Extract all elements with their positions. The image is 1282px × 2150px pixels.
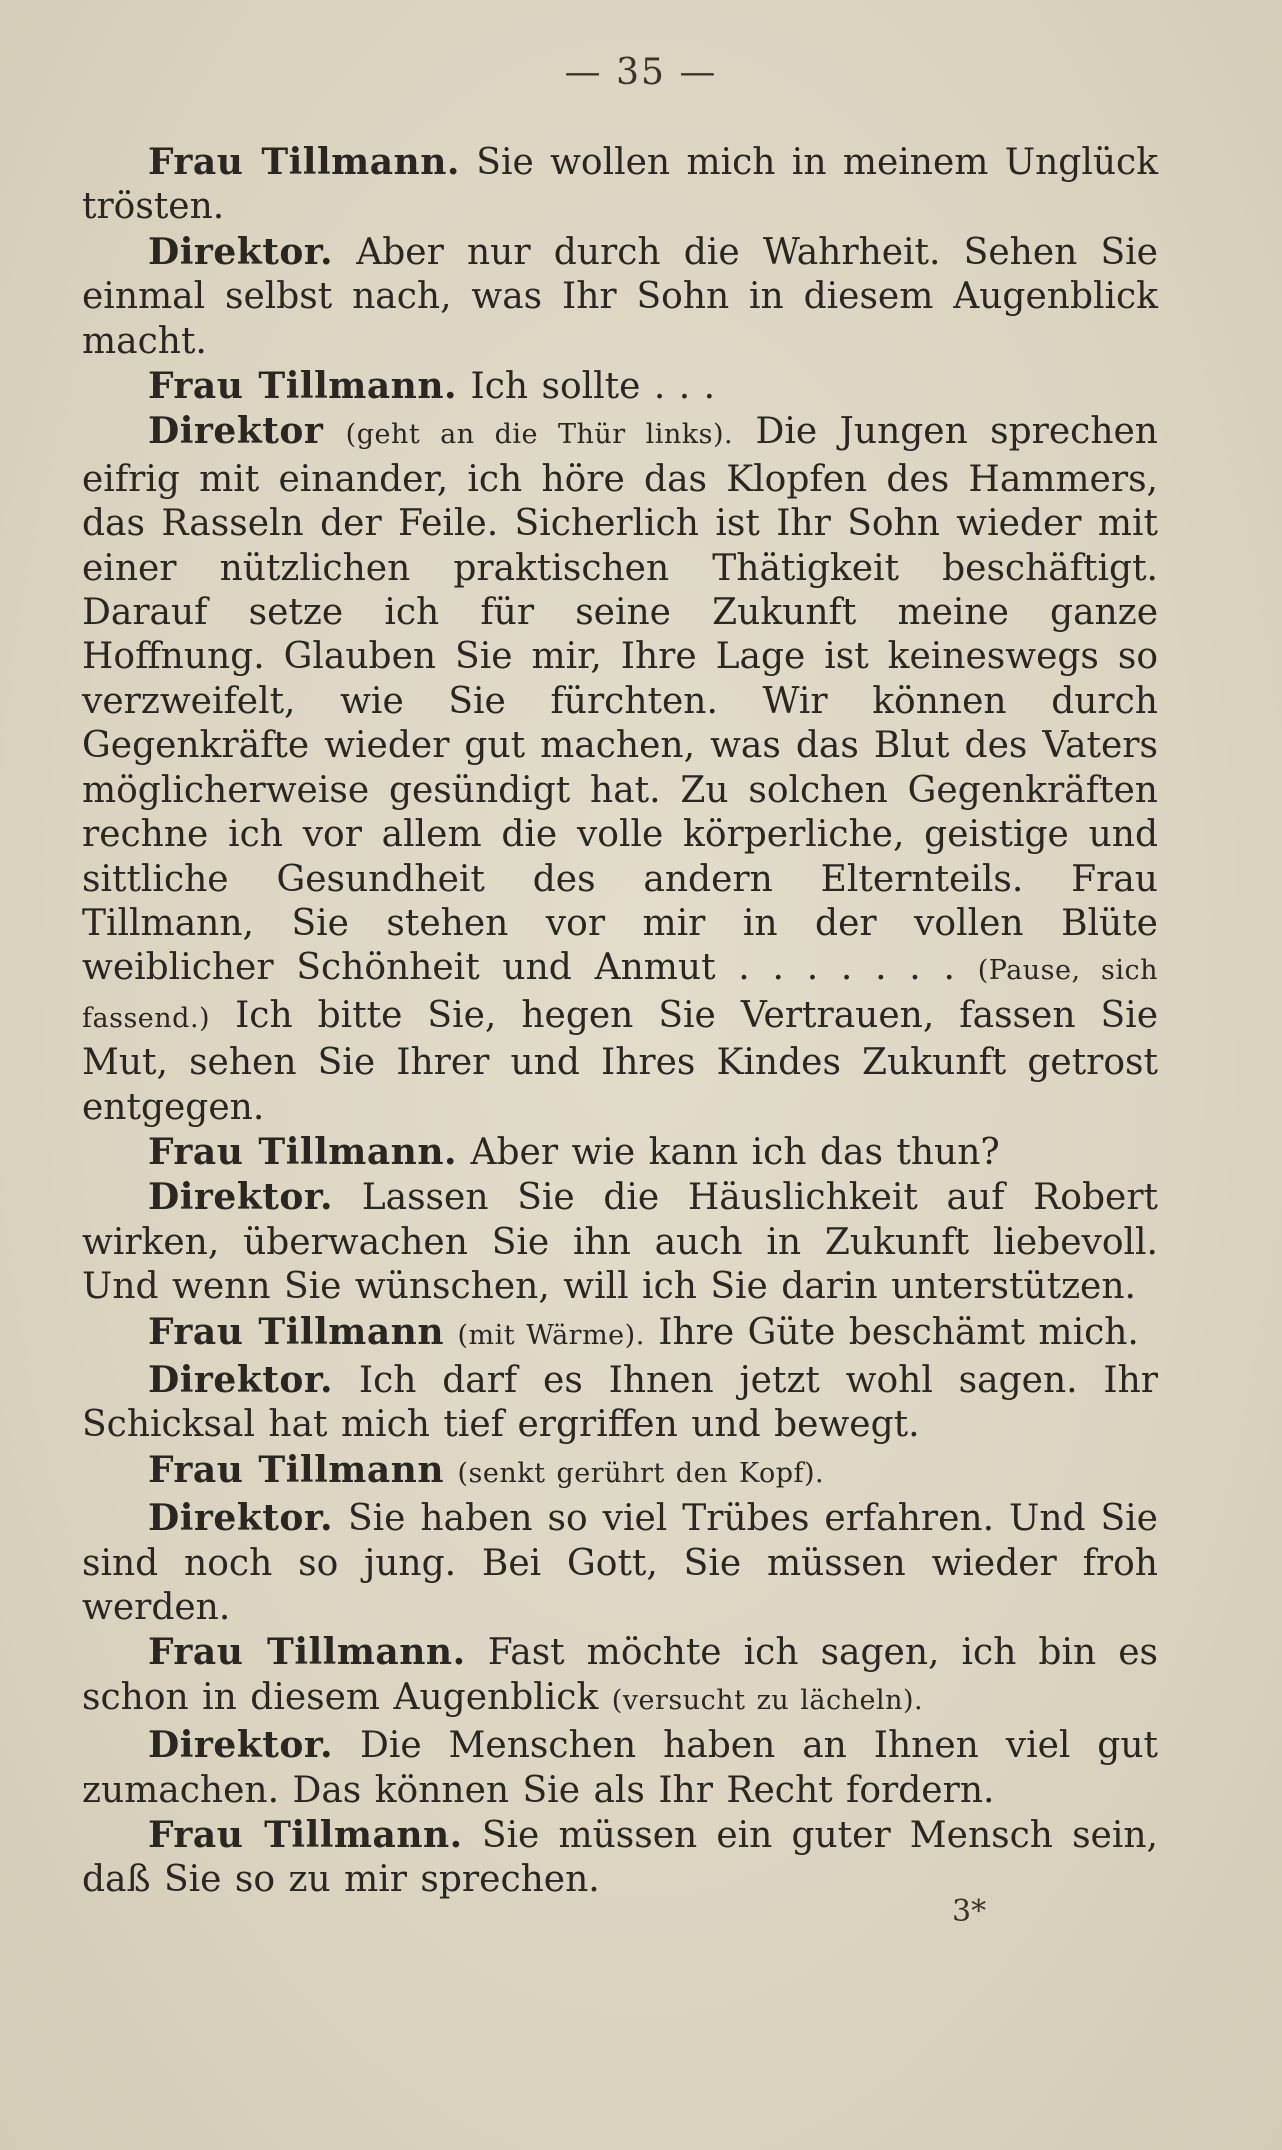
dialogue-line: Sie haben so viel Trübes erfahren. Und Sie sind noch so jung. Bei Gott, Sie müssen wieder froh werden. — [82, 1498, 1158, 1628]
dialogue-paragraph — [82, 230, 1158, 364]
dialogue-line: Ich sollte . . . — [457, 366, 716, 408]
dialogue-line: Aber wie kann ich das thun? — [457, 1131, 1000, 1173]
speaker-name: Direktor. — [148, 1358, 334, 1401]
stage-direction: (mit Wärme). — [457, 1319, 645, 1351]
printer-signature-mark: 3* — [952, 1894, 987, 1929]
dialogue-paragraph — [82, 1630, 1158, 1723]
dialogue-paragraph — [82, 1130, 1158, 1175]
dialogue-paragraph — [82, 1175, 1158, 1309]
dialogue-line: Ich darf es Ihnen jetzt wohl sagen. Ihr Schicksal hat mich tief ergriffen und bewegt. — [82, 1359, 1158, 1446]
speaker-name: Frau Tillmann — [148, 1448, 445, 1491]
stage-direction: (geht an die Thür links). — [345, 419, 734, 451]
dialogue-line: Die Jungen sprechen eifrig mit einander, ich höre das Klopfen des Hammers, das Rasseln der Feile. Sicherlich ist Ihr Sohn wieder mit einer nützlichen praktischen Thätigkeit beschäftigt. Darauf setze ich für seine Zukunft meine ganze Hoffnung. Glauben Sie mir, Ihre Lage ist keineswegs so verzweifelt, wie Sie fürchten. Wir können durch Gegenkräfte wieder gut machen, was das Blut des Vaters möglicherweise gesündigt hat. Zu solchen Gegenkräften rechne ich vor allem die volle körperliche, geistige und sittliche Gesundheit des andern Elternteils. Frau Tillmann, Sie stehen vor mir in der vollen Blüte weiblicher Schönheit und Anmut . . . . . . . — [82, 411, 1158, 989]
speaker-name: Direktor. — [148, 1497, 334, 1540]
speaker-name: Frau Tillmann. — [148, 1631, 466, 1674]
dialogue-line: Sie müssen ein guter Mensch sein, daß Sie so zu mir sprechen. — [82, 1815, 1158, 1901]
dialogue-paragraph — [82, 140, 1158, 230]
dialogue-line: Fast möchte ich sagen, ich bin es schon in diesem Augenblick — [82, 1632, 1159, 1718]
stage-direction: (senkt gerührt den Kopf). — [457, 1457, 825, 1489]
speaker-name: Direktor. — [148, 1176, 334, 1219]
dialogue-line: Aber nur durch die Wahrheit. Sehen Sie einmal selbst nach, was Ihr Sohn in diesem Augenblick macht. — [82, 231, 1158, 362]
speaker-name: Direktor. — [148, 230, 334, 273]
dialogue-line: Ich bitte Sie, hegen Sie Vertrauen, fassen Sie Mut, sehen Sie Ihrer und Ihres Kindes Zukunft getrost entgegen. — [82, 994, 1158, 1128]
speaker-name: Frau Tillmann — [148, 1310, 445, 1353]
stage-direction: (versucht zu lächeln). — [611, 1684, 924, 1716]
dialogue-paragraph — [82, 364, 1158, 409]
dialogue-paragraph — [82, 1813, 1158, 1903]
speaker-name: Frau Tillmann. — [148, 365, 458, 408]
dialogue-line: Lassen Sie die Häuslichkeit auf Robert wirken, überwachen Sie ihn auch in Zukunft liebevoll. Und wenn Sie wünschen, will ich Sie darin unterstützen. — [82, 1177, 1158, 1308]
dialogue-paragraph — [82, 1448, 1158, 1496]
dialogue-text — [82, 140, 1158, 1903]
dialogue-line: Ihre Güte beschämt mich. — [644, 1311, 1139, 1353]
speaker-name: Frau Tillmann. — [148, 1814, 463, 1857]
dialogue-paragraph — [82, 1358, 1158, 1448]
dialogue-line: Sie wollen mich in meinem Unglück trösten. — [82, 142, 1159, 228]
speaker-name: Direktor. — [148, 1724, 334, 1767]
stage-direction: (Pause, sich fassend.) — [82, 955, 1158, 1034]
speaker-name: Frau Tillmann. — [148, 141, 460, 183]
dialogue-paragraph — [82, 409, 1158, 1130]
page-number: — 35 — — [564, 52, 718, 93]
dialogue-line: Die Menschen haben an Ihnen viel gut zumachen. Das können Sie als Ihr Recht fordern. — [82, 1725, 1158, 1811]
dialogue-paragraph — [82, 1496, 1158, 1630]
speaker-name: Frau Tillmann. — [148, 1130, 458, 1173]
dialogue-paragraph — [82, 1723, 1158, 1813]
speaker-name: Direktor — [148, 410, 324, 453]
dialogue-paragraph — [82, 1310, 1158, 1358]
